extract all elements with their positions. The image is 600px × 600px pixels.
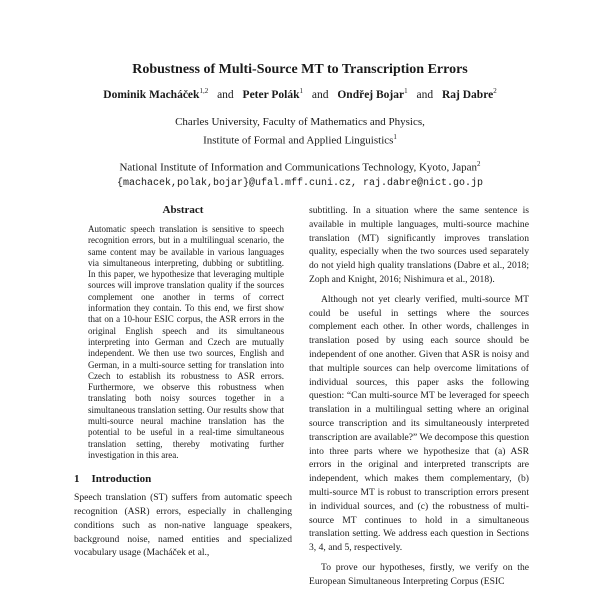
author-name: Raj Dabre bbox=[441, 88, 494, 101]
paper-title: Robustness of Multi-Source MT to Transcription Errors bbox=[132, 62, 468, 77]
affiliation-2-text: National Institute of Information and Communications Technology, Kyoto, Japan bbox=[119, 161, 478, 174]
author-emails: {machacek,polak,bojar}@ufal.mff.cuni.cz, raj.dabre@nict.go.jp bbox=[116, 177, 484, 189]
intro-paragraph-2: subtitling. In a situation where the same sentence is available in multiple languages, multi-source machine translation (MT) significantly improves translation quality, especially when the two sources used separately do not yield high quality translations (Dabre et al., 2018; Zoph and Knight, 2016; Nishimura et al., 2018). bbox=[309, 205, 529, 285]
section-number: 1 bbox=[74, 473, 80, 486]
author-list bbox=[0, 87, 600, 101]
affiliation-2 bbox=[0, 157, 600, 191]
affiliation-1-line-1: Charles University, Faculty of Mathematics and Physics, bbox=[175, 116, 425, 128]
intro-paragraph-3: Although not yet clearly verified, multi-source MT could be useful in settings where the sources complement each other. In other words, challenges in translation posed by using each source should be independent of one another. Given that ASR is noisy and that multiple sources can help overcome limitations of individual sources, this paper asks the following question: “Can multi-source MT be leveraged for speech translation in a multilingual setting where an original source transcription and its simultaneously interpreted transcription are available?” We decompose this question into three parts where we hypothesize that (a) ASR errors in the original and interpreted transcripts are independent, which makes them complementary, (b) multi-source MT is robust to transcription errors present in individual sources, and (c) the robustness of multi-source MT continues to hold in a simultaneous translation setting. We address each question in Sections 3, 4, and 5, respectively. bbox=[309, 293, 529, 554]
author-name: Peter Polák bbox=[242, 88, 300, 101]
author-separator: and bbox=[416, 88, 434, 101]
affiliation-1-line-2: Institute of Formal and Applied Linguistics bbox=[203, 134, 394, 147]
abstract-text: Automatic speech translation is sensitive to speech recognition errors, but in a multilingual scenario, the same content may be available in various languages via simultaneous interpreting, dubbing or subtitling. In this paper, we hypothesize that leveraging multiple sources will improve translation quality if the sources complement one another in terms of correct information they contain. To this end, we first show that on a 10-hour ESIC corpus, the ASR errors in the original English speech and its simultaneous interpreting into German and Czech are mutually independent. We then use two sources, English and German, in a multi-source setting for translation into Czech to establish its robustness to ASR errors. Furthermore, we observe this robustness when translating both noisy sources together in a simultaneous translation setting. Our results show that multi-source neural machine translation has the potential to be useful in a real-time simultaneous translation setting, thereby motivating further investigation in this area. bbox=[88, 224, 284, 460]
affiliation-1-mark: 1 bbox=[393, 133, 397, 141]
author-name: Dominik Macháček bbox=[103, 88, 200, 101]
author-name: Ondřej Bojar bbox=[337, 88, 405, 101]
abstract-heading: Abstract bbox=[162, 204, 204, 216]
author-affil-mark: 1,2 bbox=[199, 87, 209, 95]
affiliation-2-mark: 2 bbox=[477, 160, 481, 168]
author-separator: and bbox=[217, 88, 234, 101]
affiliation-1 bbox=[0, 115, 600, 149]
author-affil-mark: 1 bbox=[404, 87, 408, 95]
intro-paragraph-1: Speech translation (ST) suffers from automatic speech recognition (ASR) errors, especially in challenging conditions such as non-native language speakers, background noise, named entities and specialized vocabulary usage (Macháček et al., bbox=[74, 492, 292, 559]
intro-paragraph-4: To prove our hypotheses, firstly, we verify on the European Simultaneous Interpreting Corpus (ESIC bbox=[309, 561, 529, 587]
right-column bbox=[309, 204, 529, 595]
section-heading-introduction bbox=[74, 473, 292, 485]
section-title: Introduction bbox=[91, 473, 152, 486]
author-affil-mark: 2 bbox=[493, 87, 497, 95]
author-separator: and bbox=[311, 88, 329, 101]
left-column bbox=[74, 204, 292, 560]
author-affil-mark: 1 bbox=[299, 87, 303, 95]
